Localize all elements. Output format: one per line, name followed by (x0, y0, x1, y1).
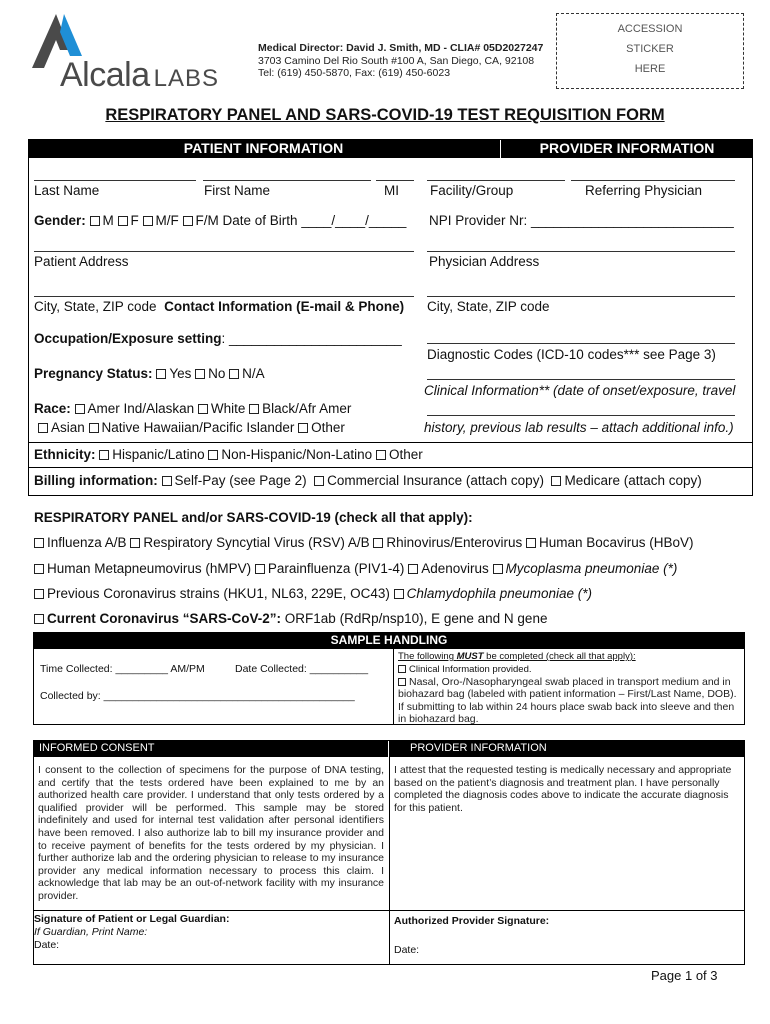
billing-self-pay-checkbox[interactable] (162, 476, 172, 486)
parainfluenza-checkbox[interactable] (255, 564, 265, 574)
ethnicity-hispanic-checkbox[interactable] (99, 450, 109, 460)
provider-city-line[interactable] (427, 296, 735, 297)
ethnicity-divider (28, 442, 753, 443)
lab-phone: Tel: (619) 450-5870, Fax: (619) 450-6023 (258, 67, 451, 79)
gender-f-checkbox[interactable] (118, 216, 128, 226)
referring-line[interactable] (571, 180, 735, 181)
mi-line[interactable] (376, 180, 414, 181)
logo-wordmark: Alcala LABS (60, 56, 219, 94)
bocavirus-checkbox[interactable] (526, 538, 536, 548)
referring-physician-label: Referring Physician (585, 183, 703, 198)
patient-address-label: Patient Address (34, 254, 129, 269)
time-collected-field[interactable]: Time Collected: _________ AM/PM (40, 663, 205, 675)
pregnancy-no-checkbox[interactable] (195, 369, 205, 379)
gender-fm-checkbox[interactable] (183, 216, 193, 226)
panel-heading: RESPIRATORY PANEL and/or SARS-COVID-19 (check all that apply): (34, 510, 473, 525)
pregnancy-yes-checkbox[interactable] (156, 369, 166, 379)
chlamydophila-checkbox[interactable] (394, 589, 404, 599)
race-row-1: Race: Amer Ind/Alaskan White Black/Afr Amer (34, 401, 352, 416)
pregnancy-row: Pregnancy Status: Yes No N/A (34, 366, 265, 381)
panel-row-4: Current Coronavirus “SARS-CoV-2”: ORF1ab (RdRp/nsp10), E gene and N gene (34, 611, 547, 626)
accession-sticker-box: ACCESSION STICKER HERE (556, 13, 744, 89)
race-amer-ind-checkbox[interactable] (75, 404, 85, 414)
billing-commercial-checkbox[interactable] (314, 476, 324, 486)
clinical-info-label-1: Clinical Information** (date of onset/exposure, travel (424, 383, 736, 398)
gender-row: Gender: M F M/F F/M Date of Birth ____/____/_____ (34, 213, 407, 228)
last-name-label: Last Name (34, 183, 100, 198)
npi-field[interactable]: NPI Provider Nr: ___________________________ (429, 213, 734, 228)
rsv-checkbox[interactable] (130, 538, 140, 548)
mi-label: MI (384, 183, 399, 198)
clinical-provided-checkbox[interactable] (398, 665, 406, 673)
dob-field[interactable]: Date of Birth ____/____/_____ (222, 213, 407, 228)
page-number: Page 1 of 3 (651, 968, 718, 983)
lab-address: 3703 Camino Del Rio South #100 A, San Diego, CA, 92108 (258, 55, 535, 67)
facility-line[interactable] (427, 180, 565, 181)
patient-info-heading: PATIENT INFORMATION (28, 139, 499, 158)
sars-cov-2-checkbox[interactable] (34, 614, 44, 624)
race-nh-checkbox[interactable] (89, 423, 99, 433)
nasal-swab-item: Nasal, Oro-/Nasopharyngeal swab placed in transport medium and in biohazard bag (labeled with patient information – First/Last Name, DOB). If submitting to lab within 24 hours place swab back into sleeve and then in biohazard bag. (398, 676, 737, 725)
patient-signature-label: Signature of Patient or Legal Guardian: (34, 913, 230, 925)
pregnancy-na-checkbox[interactable] (229, 369, 239, 379)
heading-divider (499, 139, 500, 158)
ethnicity-row: Ethnicity: Hispanic/Latino Non-Hispanic/Non-Latino Other (34, 447, 423, 462)
informed-consent-heading: INFORMED CONSENT (33, 740, 388, 757)
panel-row-1: Influenza A/B Respiratory Syncytial Virus (RSV) A/B Rhinovirus/Enterovirus Human Bocavirus (HBoV) (34, 535, 694, 550)
clinical-info-label-2: history, previous lab results – attach additional info.) (424, 420, 734, 435)
provider-signature-label: Authorized Provider Signature: (394, 915, 550, 927)
facility-label: Facility/Group (430, 183, 514, 198)
physician-address-label: Physician Address (429, 254, 540, 269)
race-black-checkbox[interactable] (249, 404, 259, 414)
occupation-field[interactable]: Occupation/Exposure setting: _______________________ (34, 331, 402, 346)
provider-attest-heading: PROVIDER INFORMATION (390, 740, 745, 757)
first-name-label: First Name (204, 183, 271, 198)
collected-by-field[interactable]: Collected by: ___________________________________________ (40, 690, 355, 702)
clinical-line-1[interactable] (427, 379, 735, 380)
diagnostic-line[interactable] (427, 343, 735, 344)
mycoplasma-checkbox[interactable] (493, 564, 503, 574)
race-other-checkbox[interactable] (298, 423, 308, 433)
billing-row: Billing information: Self-Pay (see Page 2) Commercial Insurance (attach copy) Medicare (attach copy) (34, 473, 702, 488)
previous-coronavirus-checkbox[interactable] (34, 589, 44, 599)
race-asian-checkbox[interactable] (38, 423, 48, 433)
patient-date-label: Date: (34, 939, 60, 951)
date-collected-field[interactable]: Date Collected: __________ (235, 663, 369, 675)
ethnicity-other-checkbox[interactable] (376, 450, 386, 460)
influenza-checkbox[interactable] (34, 538, 44, 548)
gender-m-checkbox[interactable] (90, 216, 100, 226)
attest-text: I attest that the requested testing is medically necessary and appropriate based on the patient’s diagnosis and treatment plan. I have personally completed the diagnosis codes above to indicate the accurate diagnosis for this patient. (394, 764, 732, 814)
clinical-provided-item: Clinical Information provided. (398, 664, 532, 675)
panel-row-2: Human Metapneumovirus (hMPV) Parainfluenza (PIV1-4) Adenovirus Mycoplasma pneumoniae (*) (34, 561, 677, 576)
diagnostic-codes-label: Diagnostic Codes (ICD-10 codes*** see Page 3) (427, 347, 716, 362)
signature-divider (33, 910, 745, 911)
guardian-name-label: If Guardian, Print Name: (34, 926, 148, 938)
patient-city-row: City, State, ZIP code Contact Information (E-mail & Phone) (34, 299, 405, 314)
medical-director: Medical Director: David J. Smith, MD - CLIA# 05D2027247 (258, 42, 544, 54)
sample-handling-heading: SAMPLE HANDLING (33, 632, 745, 649)
provider-info-heading: PROVIDER INFORMATION (501, 139, 753, 158)
physician-address-line[interactable] (427, 251, 735, 252)
sample-divider (393, 649, 394, 725)
patient-city-line[interactable] (34, 296, 414, 297)
consent-text: I consent to the collection of specimens for the purpose of DNA testing, and certify that the tests ordered have been explained to me by an authorized health care provider. I understand that only tests ordered by a qualified provider will be performed. This sample may be stored indefinitely and used for internal test validation after personal identifiers have been removed. I also authorize lab to bill my insurance provider and to receive payment of benefits for the tests ordered by my physician. I further authorize lab and the ordering physician to release to my insurance provider any medical information necessary to process this claim. I acknowledge that lab may be an out-of-network facility with my insurance provider. (38, 764, 384, 902)
nasal-swab-checkbox[interactable] (398, 678, 406, 686)
first-name-line[interactable] (203, 180, 371, 181)
must-complete-note: The following MUST be completed (check all that apply): (398, 651, 636, 662)
adenovirus-checkbox[interactable] (408, 564, 418, 574)
panel-row-3: Previous Coronavirus strains (HKU1, NL63, 229E, OC43) Chlamydophila pneumoniae (*) (34, 586, 592, 601)
billing-medicare-checkbox[interactable] (551, 476, 561, 486)
rhinovirus-checkbox[interactable] (373, 538, 383, 548)
race-white-checkbox[interactable] (198, 404, 208, 414)
form-title: RESPIRATORY PANEL AND SARS-COVID-19 TEST REQUISITION FORM (105, 106, 665, 124)
billing-divider (28, 467, 753, 468)
provider-city-label: City, State, ZIP code (427, 299, 550, 314)
hmpv-checkbox[interactable] (34, 564, 44, 574)
ethnicity-non-hispanic-checkbox[interactable] (208, 450, 218, 460)
consent-divider (389, 740, 390, 965)
gender-mf-checkbox[interactable] (143, 216, 153, 226)
provider-date-label: Date: (394, 944, 420, 956)
last-name-line[interactable] (34, 180, 196, 181)
clinical-line-2[interactable] (427, 415, 735, 416)
race-row-2: Asian Native Hawaiian/Pacific Islander Other (38, 420, 345, 435)
patient-address-line[interactable] (34, 251, 414, 252)
